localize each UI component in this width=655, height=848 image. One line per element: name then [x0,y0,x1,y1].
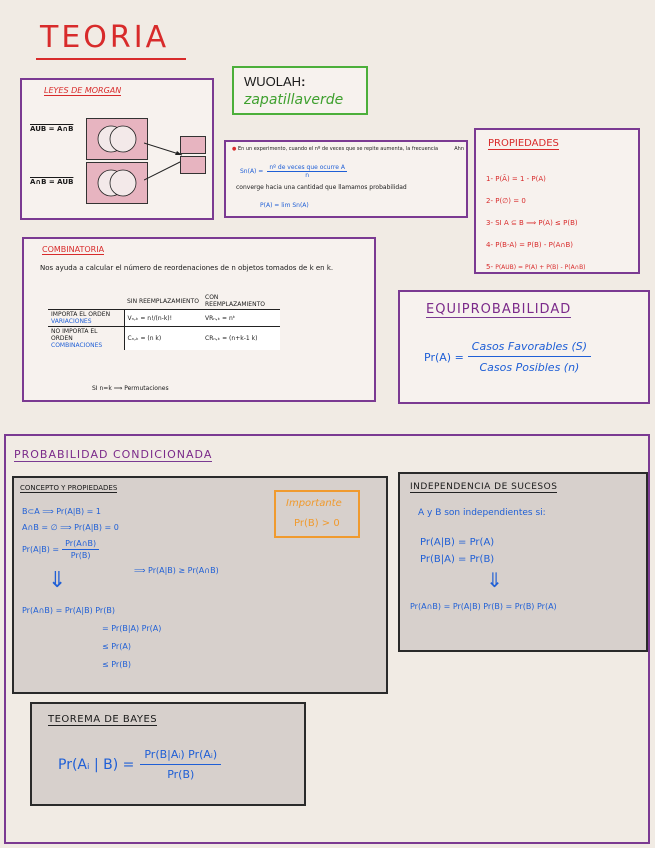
concepto-line: Pr(A∩B) = Pr(A|B) Pr(B) [22,606,115,615]
equiprob-formula: Pr(A) = Casos Favorables (S) Casos Posibles (n) [424,340,591,374]
importante-box [274,490,360,538]
concepto-fraction: Pr(A|B) = $\frac{Pr(A\cap B)}{Pr(B)}$ [22,538,119,561]
bayes-heading: TEOREMA DE BAYES [48,714,158,725]
morgan-law-2: A∩B = AUB [30,178,74,186]
concepto-chain [22,602,161,674]
wuolah-user: zapatillaverde [244,92,344,108]
importante-value: Pr(B) > 0 [294,518,340,529]
propiedades-box [474,128,640,274]
venn-result-1 [180,136,206,154]
double-down-arrow-icon: ⇓ [486,568,503,592]
table-col-header: CON REEMPLAZAMIENTO [205,294,265,308]
definition-fraction: Sn(A) = nº de veces que ocurre A n [240,164,345,179]
concepto-arrow-right: ⟹ Pr(A|B) ≥ Pr(A∩B) [134,566,219,575]
importante-label: Importante [286,498,342,509]
page-title: TEORIA [40,20,170,55]
concepto-line: ≤ Pr(B) [102,660,131,669]
table-cell: CRₙ,ₖ = (n+k-1 k) [202,327,280,351]
combinatoria-footer: SI n=k ⟹ Permutaciones [92,385,169,392]
propiedad-item: 3- SI A ⊆ B ⟹ P(A) ≤ P(B) [486,219,578,227]
bayes-box [30,702,306,806]
morgan-box [20,78,214,220]
combinatoria-table [48,293,288,350]
propiedad-item: 2- P(∅) = 0 [486,197,526,205]
independencia-lines [420,534,494,568]
propiedad-item: 1- P(Ā) = 1 - P(A) [486,175,546,183]
independencia-heading: INDEPENDENCIA DE SUCESOS [410,482,558,492]
independencia-result: Pr(A∩B) = Pr(A|B) Pr(B) = Pr(B) Pr(A) [410,602,557,611]
combinatoria-box [22,237,376,402]
propiedad-item: 4- P(B-A) = P(B) - P(A∩B) [486,241,574,249]
propiedad-item: 5- P(AUB) = P(A) + P(B) - P(A∩B) [486,263,586,271]
concepto-heading: CONCEPTO Y PROPIEDADES [20,484,118,492]
morgan-law-1: AUB = A∩B [30,125,74,133]
definition-box [224,140,468,218]
condicionada-heading: PROBABILIDAD CONDICIONADA [14,448,213,461]
independencia-intro: A y B son independientes si: [418,508,546,518]
table-cell: Vₙ,ₖ = n!/(n-k)! [124,310,202,327]
arrows-icon [144,125,184,195]
combinatoria-heading: COMBINATORIA [42,245,105,254]
concepto-line: B⊂A ⟹ Pr(A|B) = 1 [22,507,101,516]
equiprob-box [398,290,650,404]
bayes-formula: Pr(Aᵢ | B) = $\frac{\text{Pr(B|Aᵢ) Pr(Aᵢ)}}{Pr(B)}$ [58,748,221,781]
table-cell: VRₙ,ₖ = nᵏ [202,310,280,327]
table-row-label: NO IMPORTA EL ORDEN COMBINACIONES [48,327,124,351]
propiedades-list [486,168,586,279]
independencia-line: Pr(B|A) = Pr(B) [420,554,495,565]
wuolah-box [232,66,368,115]
propiedades-heading: PROPIEDADES [488,138,559,149]
venn-result-2 [180,156,206,174]
wuolah-brand: WUOLAH: [244,74,306,89]
combinatoria-intro: Nos ayuda a calcular el número de reordenaciones de n objetos tomados de k en k. [40,264,334,272]
concepto-line: = Pr(B|A) Pr(A) [102,624,162,633]
definition-converge: converge hacia una cantidad que llamamos probabilidad [236,184,407,191]
venn-diagram-1 [86,118,148,160]
table-col-header: SIN REEMPLAZAMIENTO [127,297,199,305]
venn-diagram-2 [86,162,148,204]
definition-intro: ● En un experimento, cuando el nº de veces que se repite aumenta, la frecuencia Ahn [232,146,464,152]
table-cell: Cₙ,ₖ = (n k) [124,327,202,351]
condicionada-box [4,434,650,844]
morgan-heading: LEYES DE MORGAN [44,86,122,95]
title-underline [36,58,186,60]
concepto-line: ≤ Pr(A) [102,642,131,651]
independencia-box [398,472,648,652]
equiprob-heading: EQUIPROBABILIDAD [426,302,572,317]
double-down-arrow-icon: ⇓ [48,568,67,593]
definition-limit: P(A) = lim Sn(A) [260,202,309,209]
concepto-line: A∩B = ∅ ⟹ Pr(A|B) = 0 [22,523,119,532]
independencia-line: Pr(A|B) = Pr(A) [420,537,495,548]
concepto-lines [22,504,119,561]
table-row-label: IMPORTA EL ORDEN VARIACIONES [48,310,124,327]
